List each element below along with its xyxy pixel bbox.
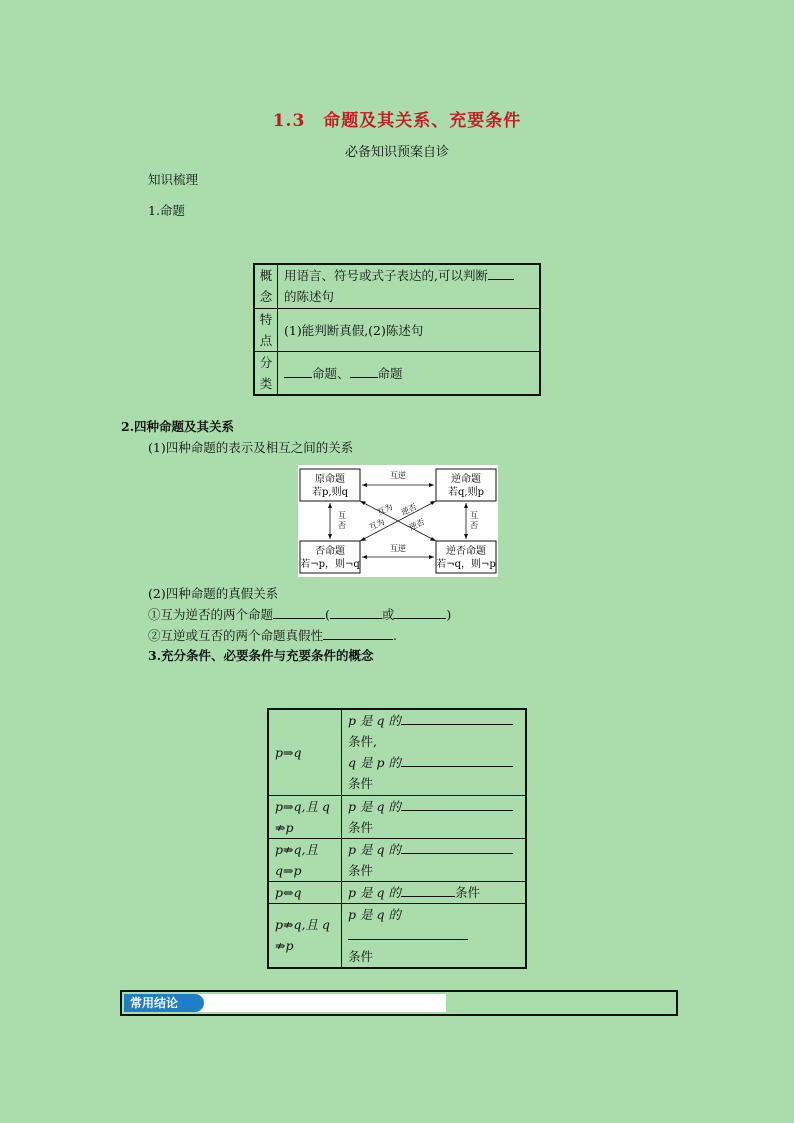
- fill-blank[interactable]: [284, 364, 312, 378]
- left-relation-label: 否: [338, 521, 346, 530]
- page-subtitle: 必备知识预案自诊: [344, 145, 449, 160]
- condition-text: 条件,: [348, 734, 377, 750]
- row-label-char: 念: [259, 289, 273, 305]
- section-1-heading: 1.命题: [148, 203, 185, 218]
- truth-text: .: [393, 628, 397, 643]
- condition-right: [342, 903, 527, 968]
- section-3-heading: 3.充分条件、必要条件与充要条件的概念: [148, 648, 374, 663]
- contrapositive-title: 逆否命题: [446, 546, 486, 557]
- condition-right: [342, 838, 527, 881]
- condition-text: p 是 q 的: [348, 798, 401, 814]
- row-label-char: 特: [259, 311, 273, 327]
- row-label: [254, 264, 278, 308]
- four-propositions-diagram: [298, 465, 498, 577]
- fill-blank[interactable]: [348, 926, 468, 940]
- truth-line-2: [148, 626, 397, 645]
- cross-label: 逆否: [407, 517, 427, 533]
- row-content: (1)能判断真假,(2)陈述句: [278, 308, 541, 351]
- condition-text: 条件: [454, 884, 480, 900]
- row-label: [254, 308, 278, 351]
- truth-text: ②互逆或互否的两个命题真假性: [148, 628, 324, 643]
- table-row: [268, 795, 526, 838]
- conclusion-tab-background: [124, 994, 446, 1012]
- fill-blank[interactable]: [401, 753, 513, 767]
- conclusion-section-bar: [120, 990, 678, 1016]
- condition-text: 条件: [348, 819, 374, 835]
- row-label-char: 概: [259, 268, 273, 284]
- inverse-form: 若¬p，则¬q: [300, 559, 360, 570]
- fill-blank[interactable]: [323, 626, 393, 640]
- top-relation-label: 互逆: [390, 471, 406, 480]
- condition-table: [267, 708, 527, 969]
- condition-text: 条件: [348, 776, 374, 792]
- condition-text: p 是 q 的: [348, 841, 401, 857]
- condition-left: [268, 838, 342, 881]
- table-row: [268, 709, 526, 795]
- concept-text: 的陈述句: [284, 289, 335, 305]
- condition-left: p⇒q: [268, 709, 342, 795]
- condition-text: q 是 p 的: [348, 755, 401, 771]
- converse-form: 若q,则p: [448, 487, 484, 498]
- condition-right: [342, 881, 527, 903]
- table-row: [254, 351, 540, 395]
- condition-text: p⇏q,且 q: [275, 917, 330, 932]
- condition-text: 条件: [348, 948, 374, 964]
- row-label-char: 点: [259, 332, 273, 348]
- condition-text: p 是 q 的: [348, 884, 401, 900]
- fill-blank[interactable]: [401, 840, 513, 854]
- table-row: [254, 308, 540, 351]
- section-2-heading: 2.四种命题及其关系: [121, 419, 235, 434]
- truth-text: ): [446, 607, 452, 622]
- condition-text: p 是 q 的: [348, 713, 401, 729]
- cross-label: 互为: [367, 517, 387, 533]
- condition-left: [268, 903, 342, 968]
- concept-table: [253, 263, 541, 396]
- truth-text: 或: [381, 607, 395, 622]
- table-row: [268, 881, 526, 903]
- row-label-char: 分: [259, 354, 273, 370]
- class-text: 命题、: [312, 365, 350, 381]
- fill-blank[interactable]: [273, 605, 325, 619]
- cross-label: 互为: [375, 502, 395, 518]
- row-label: [254, 351, 278, 395]
- bottom-relation-label: 互逆: [390, 544, 406, 553]
- condition-left: [268, 795, 342, 838]
- fill-blank[interactable]: [401, 797, 513, 811]
- condition-text: ⇏p: [275, 938, 294, 953]
- conclusion-label: 常用结论: [124, 994, 204, 1012]
- row-label-char: 类: [259, 375, 273, 391]
- condition-text: p 是 q 的: [348, 906, 401, 922]
- original-title: 原命题: [315, 474, 345, 485]
- condition-text: ⇏p: [275, 819, 294, 835]
- converse-title: 逆命题: [451, 474, 481, 485]
- fill-blank[interactable]: [401, 711, 513, 725]
- fill-blank[interactable]: [394, 605, 446, 619]
- original-form: 若p,则q: [312, 487, 348, 498]
- row-content: [278, 351, 541, 395]
- condition-right: [342, 795, 527, 838]
- page-title: 1.3 命题及其关系、充要条件: [272, 111, 522, 131]
- fill-blank[interactable]: [401, 883, 455, 897]
- condition-text: p⇒q,且 q: [275, 798, 330, 814]
- row-content: [278, 264, 541, 308]
- contrapositive-form: 若¬q，则¬p: [436, 559, 496, 570]
- left-relation-label: 互: [338, 511, 346, 520]
- truth-text: (: [325, 607, 330, 622]
- section-2-sub1: (1)四种命题的表示及相互之间的关系: [148, 440, 354, 455]
- fill-blank[interactable]: [488, 266, 514, 280]
- concept-text: 用语言、符号或式子表达的,可以判断: [284, 268, 488, 284]
- table-row: [268, 903, 526, 968]
- section-knowledge-heading: 知识梳理: [148, 172, 199, 187]
- table-row: [254, 264, 540, 308]
- condition-text: p⇏q,且: [275, 841, 318, 857]
- section-2-sub2: (2)四种命题的真假关系: [148, 586, 279, 601]
- right-relation-label: 否: [470, 521, 478, 530]
- truth-line-1: [148, 605, 451, 624]
- condition-text: 条件: [348, 862, 374, 878]
- table-row: [268, 838, 526, 881]
- condition-text: q⇒p: [275, 862, 302, 878]
- inverse-title: 否命题: [315, 546, 345, 557]
- right-relation-label: 互: [470, 511, 478, 520]
- class-text: 命题: [377, 365, 403, 381]
- truth-text: ①互为逆否的两个命题: [148, 607, 274, 622]
- fill-blank[interactable]: [330, 605, 382, 619]
- condition-left: p⇔q: [268, 881, 342, 903]
- fill-blank[interactable]: [350, 364, 378, 378]
- cross-label: 逆否: [399, 502, 419, 518]
- condition-right: [342, 709, 527, 795]
